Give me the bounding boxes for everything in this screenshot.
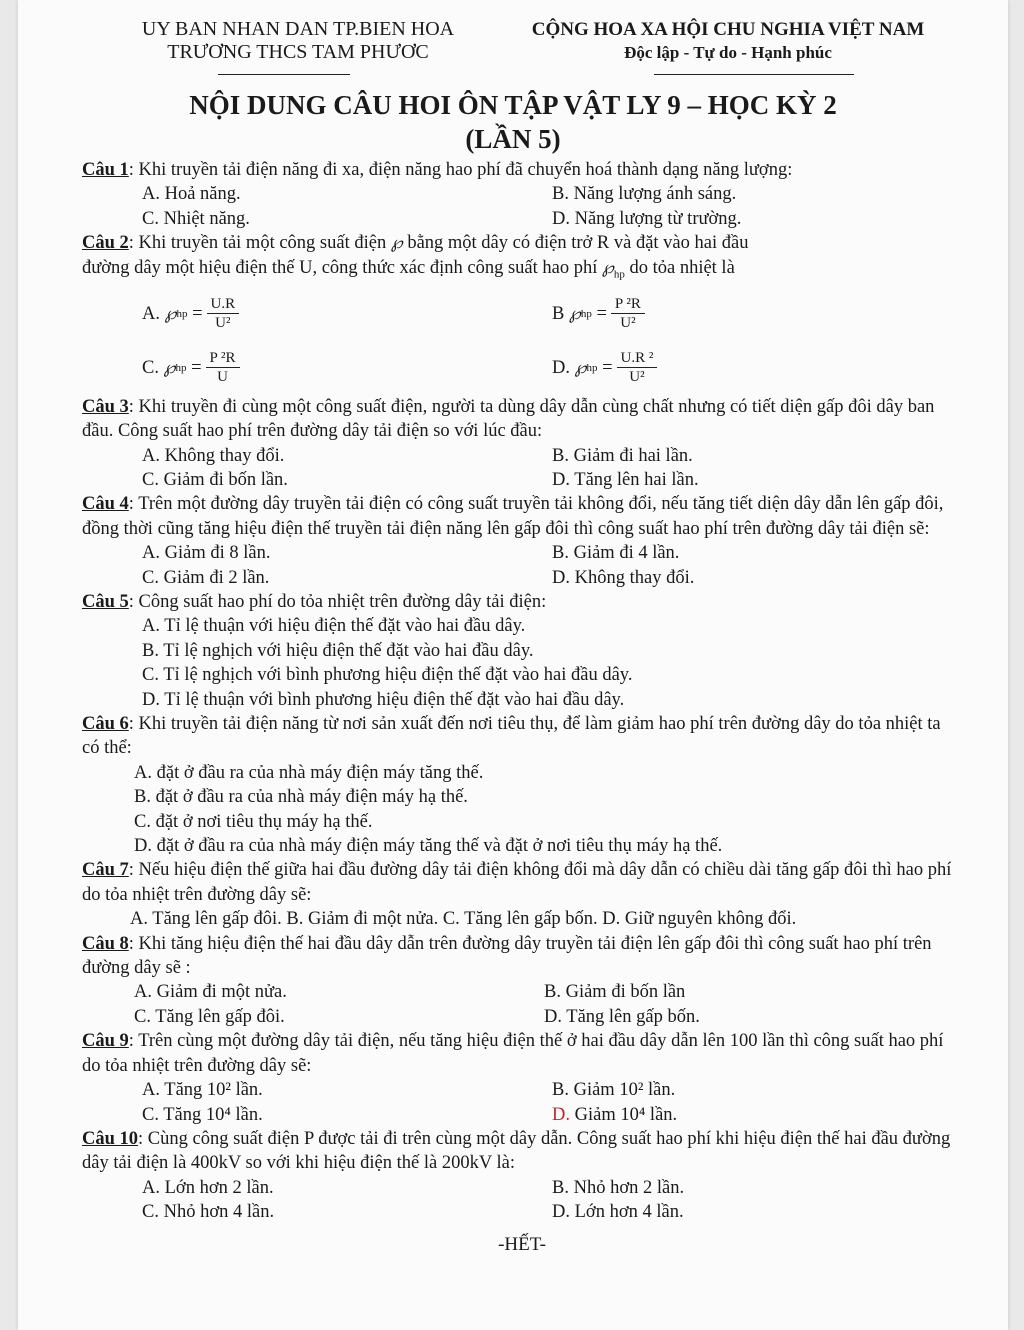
title-line-2: (LẦN 5) — [465, 124, 561, 154]
district-committee: UY BAN NHAN DAN TP.BIEN HOA — [141, 18, 455, 40]
header-left — [108, 18, 488, 64]
option-c: C. Nhiệt năng. — [142, 208, 250, 229]
header-right — [508, 18, 948, 64]
end-marker: -HẾT- — [498, 1233, 546, 1255]
question-4-options — [82, 541, 962, 590]
question-label: Câu 5 — [82, 591, 129, 612]
question-3-options — [82, 444, 962, 493]
question-8 — [82, 932, 962, 981]
question-6 — [82, 712, 962, 761]
option-b: B. Giảm 10² lần. — [552, 1080, 676, 1101]
header-left-rule — [218, 74, 350, 75]
title-line-1: NỘI DUNG CÂU HOI ÔN TẬP VẬT LY 9 – HỌC KỲ 2 — [189, 90, 837, 120]
question-5-options — [82, 614, 962, 712]
option-b: B. Tỉ lệ nghịch với hiệu điện thế đặt vào hai đầu dây. — [142, 640, 534, 661]
country-name: CỘNG HOA XA HỘI CHU NGHIA VIỆT NAM — [531, 19, 925, 40]
question-7-options: A. Tăng lên gấp đôi. B. Giảm đi một nửa. C. Tăng lên gấp bốn. D. Giữ nguyên không đổi. — [130, 909, 797, 930]
denominator: U² — [620, 315, 636, 332]
question-6-options — [82, 761, 962, 859]
question-text: : Khi truyền tải điện năng đi xa, điện năng hao phí đã chuyển hoá thành dạng năng lượng: — [128, 160, 793, 180]
denominator: U² — [629, 369, 645, 386]
question-text-part-4: do tỏa nhiệt là — [624, 257, 735, 278]
option-d: D. Tăng lên gấp bốn. — [544, 1006, 700, 1027]
power-loss-symbol: ℘ — [601, 257, 614, 277]
question-3 — [82, 395, 962, 444]
question-label: Câu 4 — [82, 494, 129, 515]
option-b: B. Giảm đi 4 lần. — [552, 543, 680, 564]
option-c: C. Tỉ lệ nghịch với bình phương hiệu điện thế đặt vào hai đầu dây. — [142, 665, 633, 686]
option-d: D. Tăng lên hai lần. — [552, 469, 699, 490]
question-label: Câu 10 — [82, 1128, 139, 1149]
question-8-options — [82, 980, 962, 1029]
question-1 — [82, 158, 962, 182]
exam-page — [18, 0, 1008, 1330]
question-10 — [82, 1127, 962, 1176]
option-a: A. Giảm đi 8 lần. — [142, 543, 271, 564]
option-c: C. đặt ở nơi tiêu thụ máy hạ thế. — [134, 811, 373, 832]
power-symbol: ℘ — [574, 357, 587, 377]
subscript: hp — [175, 361, 187, 374]
question-label: Câu 6 — [82, 714, 129, 734]
numerator: P ²R — [206, 349, 240, 368]
question-text-part-1: : Khi truyền tải một công suất điện — [128, 233, 391, 254]
option-a: A. Tỉ lệ thuận với hiệu điện thế đặt vào hai đầu dây. — [142, 616, 526, 637]
power-symbol: ℘ — [164, 303, 177, 323]
option-c: C. Giảm đi bốn lần. — [142, 469, 288, 490]
formula-option-c: C. ℘ hp = $\frac{\text{P ²R}}{U}$ — [142, 341, 552, 395]
option-a: A. Hoả năng. — [142, 184, 241, 205]
option-d — [552, 1103, 972, 1127]
option-letter: A. — [142, 303, 160, 324]
question-5 — [82, 590, 962, 614]
question-label: Câu 3 — [82, 396, 129, 417]
page-title — [18, 88, 1008, 156]
subscript: hp — [176, 307, 188, 320]
option-b: B. Năng lượng ánh sáng. — [552, 184, 737, 205]
power-symbol: ℘ — [568, 303, 581, 323]
option-d-text: Giảm 10⁴ lần. — [570, 1104, 678, 1125]
question-label: Câu 7 — [82, 860, 129, 881]
option-b: B. Giảm đi bốn lần — [544, 982, 686, 1003]
country-motto: Độc lập - Tự do - Hạnh phúc — [624, 43, 832, 62]
question-9-options — [82, 1078, 962, 1127]
question-2-formulas — [82, 287, 962, 395]
formula-option-d: D. ℘ hp = $\frac{\text{U.R ²}}{\text{U²}}$ — [552, 341, 972, 395]
fraction — [617, 349, 658, 386]
option-d: D. Không thay đổi. — [552, 567, 695, 588]
option-d: D. Tỉ lệ thuận với bình phương hiệu điện thế đặt vào hai đầu dây. — [142, 689, 625, 710]
fraction — [611, 295, 645, 332]
option-d: D. Năng lượng từ trường. — [552, 208, 742, 229]
question-text: : Khi tăng hiệu điện thế hai đầu dây dẫn trên đường dây truyền tải điện lên gấp đôi thì công suất hao phí trên đường dây sẽ : — [82, 933, 932, 979]
answer-marker: D. — [552, 1104, 570, 1125]
question-7 — [82, 858, 962, 907]
fraction — [206, 349, 240, 386]
power-loss-subscript: hp — [613, 268, 625, 281]
option-b: B. Giảm đi hai lần. — [552, 445, 693, 466]
question-1-options — [82, 182, 962, 231]
question-text: : Khi truyền tải điện năng từ nơi sản xuất đến nơi tiêu thụ, để làm giảm hao phí trên đường dây do tỏa nhiệt ta có thể: — [82, 714, 941, 759]
question-list — [82, 158, 962, 1257]
option-d: D. Lớn hơn 4 lần. — [552, 1202, 684, 1223]
question-label: Câu 8 — [82, 933, 129, 954]
question-text: : Khi truyền đi cùng một công suất điện, người ta dùng dây dẫn cùng chất nhưng có tiết diện gấp đôi dây ban đầu. Công suất hao phí trên đường dây tải điện so với lúc đầu: — [82, 396, 935, 442]
option-c: C. Tăng 10⁴ lần. — [142, 1104, 263, 1125]
option-a: A. Không thay đổi. — [142, 445, 285, 466]
option-letter: D. — [552, 357, 570, 378]
formula-option-b: B ℘ hp = $\frac{\text{P ²R}}{\text{U²}}$ — [552, 287, 972, 341]
question-label: Câu 1 — [82, 160, 129, 180]
question-9 — [82, 1029, 962, 1078]
option-a: A. Giảm đi một nửa. — [134, 982, 287, 1003]
subscript: hp — [580, 307, 592, 320]
question-text-part-2: bằng một dây có điện trở R và đặt vào hai đầu — [402, 233, 749, 254]
question-2 — [82, 231, 962, 287]
question-label: Câu 2 — [82, 233, 129, 254]
option-c: C. Nhỏ hơn 4 lần. — [142, 1202, 275, 1223]
option-letter: C. — [142, 357, 159, 378]
numerator: P ²R — [611, 295, 645, 314]
question-text: : Công suất hao phí do tỏa nhiệt trên đường dây tải điện: — [128, 591, 547, 612]
subscript: hp — [586, 361, 598, 374]
school-name: TRƯƠNG THCS TAM PHƯƠC — [167, 41, 429, 63]
question-text-part-3: đường dây một hiệu điện thế U, công thức xác định công suất hao phí — [82, 257, 602, 278]
question-text: : Cùng công suất điện P được tải đi trên cùng một dây dẫn. Công suất hao phí khi hiệu điện thế hai đầu đường dây tải điện là 400kV so với khi hiệu điện thế là 200kV là: — [82, 1128, 951, 1174]
option-c: C. Giảm đi 2 lần. — [142, 567, 270, 588]
question-text: : Trên cùng một đường dây tải điện, nếu tăng hiệu điện thế ở hai đầu dây dẫn lên 100 lần thì công suất hao phí do tỏa nhiệt trên đường dây sẽ: — [82, 1031, 944, 1076]
numerator: U.R ² — [617, 349, 658, 368]
option-a: A. Lớn hơn 2 lần. — [142, 1177, 274, 1198]
option-b: B. Nhỏ hơn 2 lần. — [552, 1177, 685, 1198]
question-text: : Trên một đường dây truyền tải điện có công suất truyền tải không đổi, nếu tăng tiết diện dây dẫn lên gấp đôi, đồng thời cũng tăng hiệu điện thế truyền tải điện năng lên gấp đôi thì công suất hao phí trên đường dây tải điện sẽ: — [82, 494, 944, 539]
option-a: A. đặt ở đầu ra của nhà máy điện máy tăng thế. — [134, 762, 484, 783]
question-4 — [82, 492, 962, 541]
power-symbol: ℘ — [163, 357, 176, 377]
option-c: C. Tăng lên gấp đôi. — [134, 1006, 285, 1027]
power-symbol: ℘ — [390, 233, 403, 253]
question-label: Câu 9 — [82, 1031, 129, 1052]
question-text: : Nếu hiệu điện thế giữa hai đầu đường dây tải điện không đổi mà dây dẫn có chiều dài tăng gấp đôi thì hao phí do tỏa nhiệt trên đường dây sẽ: — [82, 860, 952, 905]
fraction — [207, 295, 240, 332]
option-a: A. Tăng 10² lần. — [142, 1080, 263, 1101]
denominator: U² — [215, 315, 231, 332]
question-10-options — [82, 1176, 962, 1225]
denominator: U — [217, 369, 228, 386]
formula-option-a: A. ℘ hp = $\frac{U.R}{\text{U²}}$ — [142, 287, 552, 341]
option-d: D. đặt ở đầu ra của nhà máy điện máy tăng thế và đặt ở nơi tiêu thụ máy hạ thế. — [134, 836, 723, 857]
numerator: U.R — [207, 295, 240, 314]
header-right-rule — [654, 74, 854, 75]
option-b: B. đặt ở đầu ra của nhà máy điện máy hạ thế. — [134, 787, 468, 808]
option-letter: B — [552, 303, 565, 324]
